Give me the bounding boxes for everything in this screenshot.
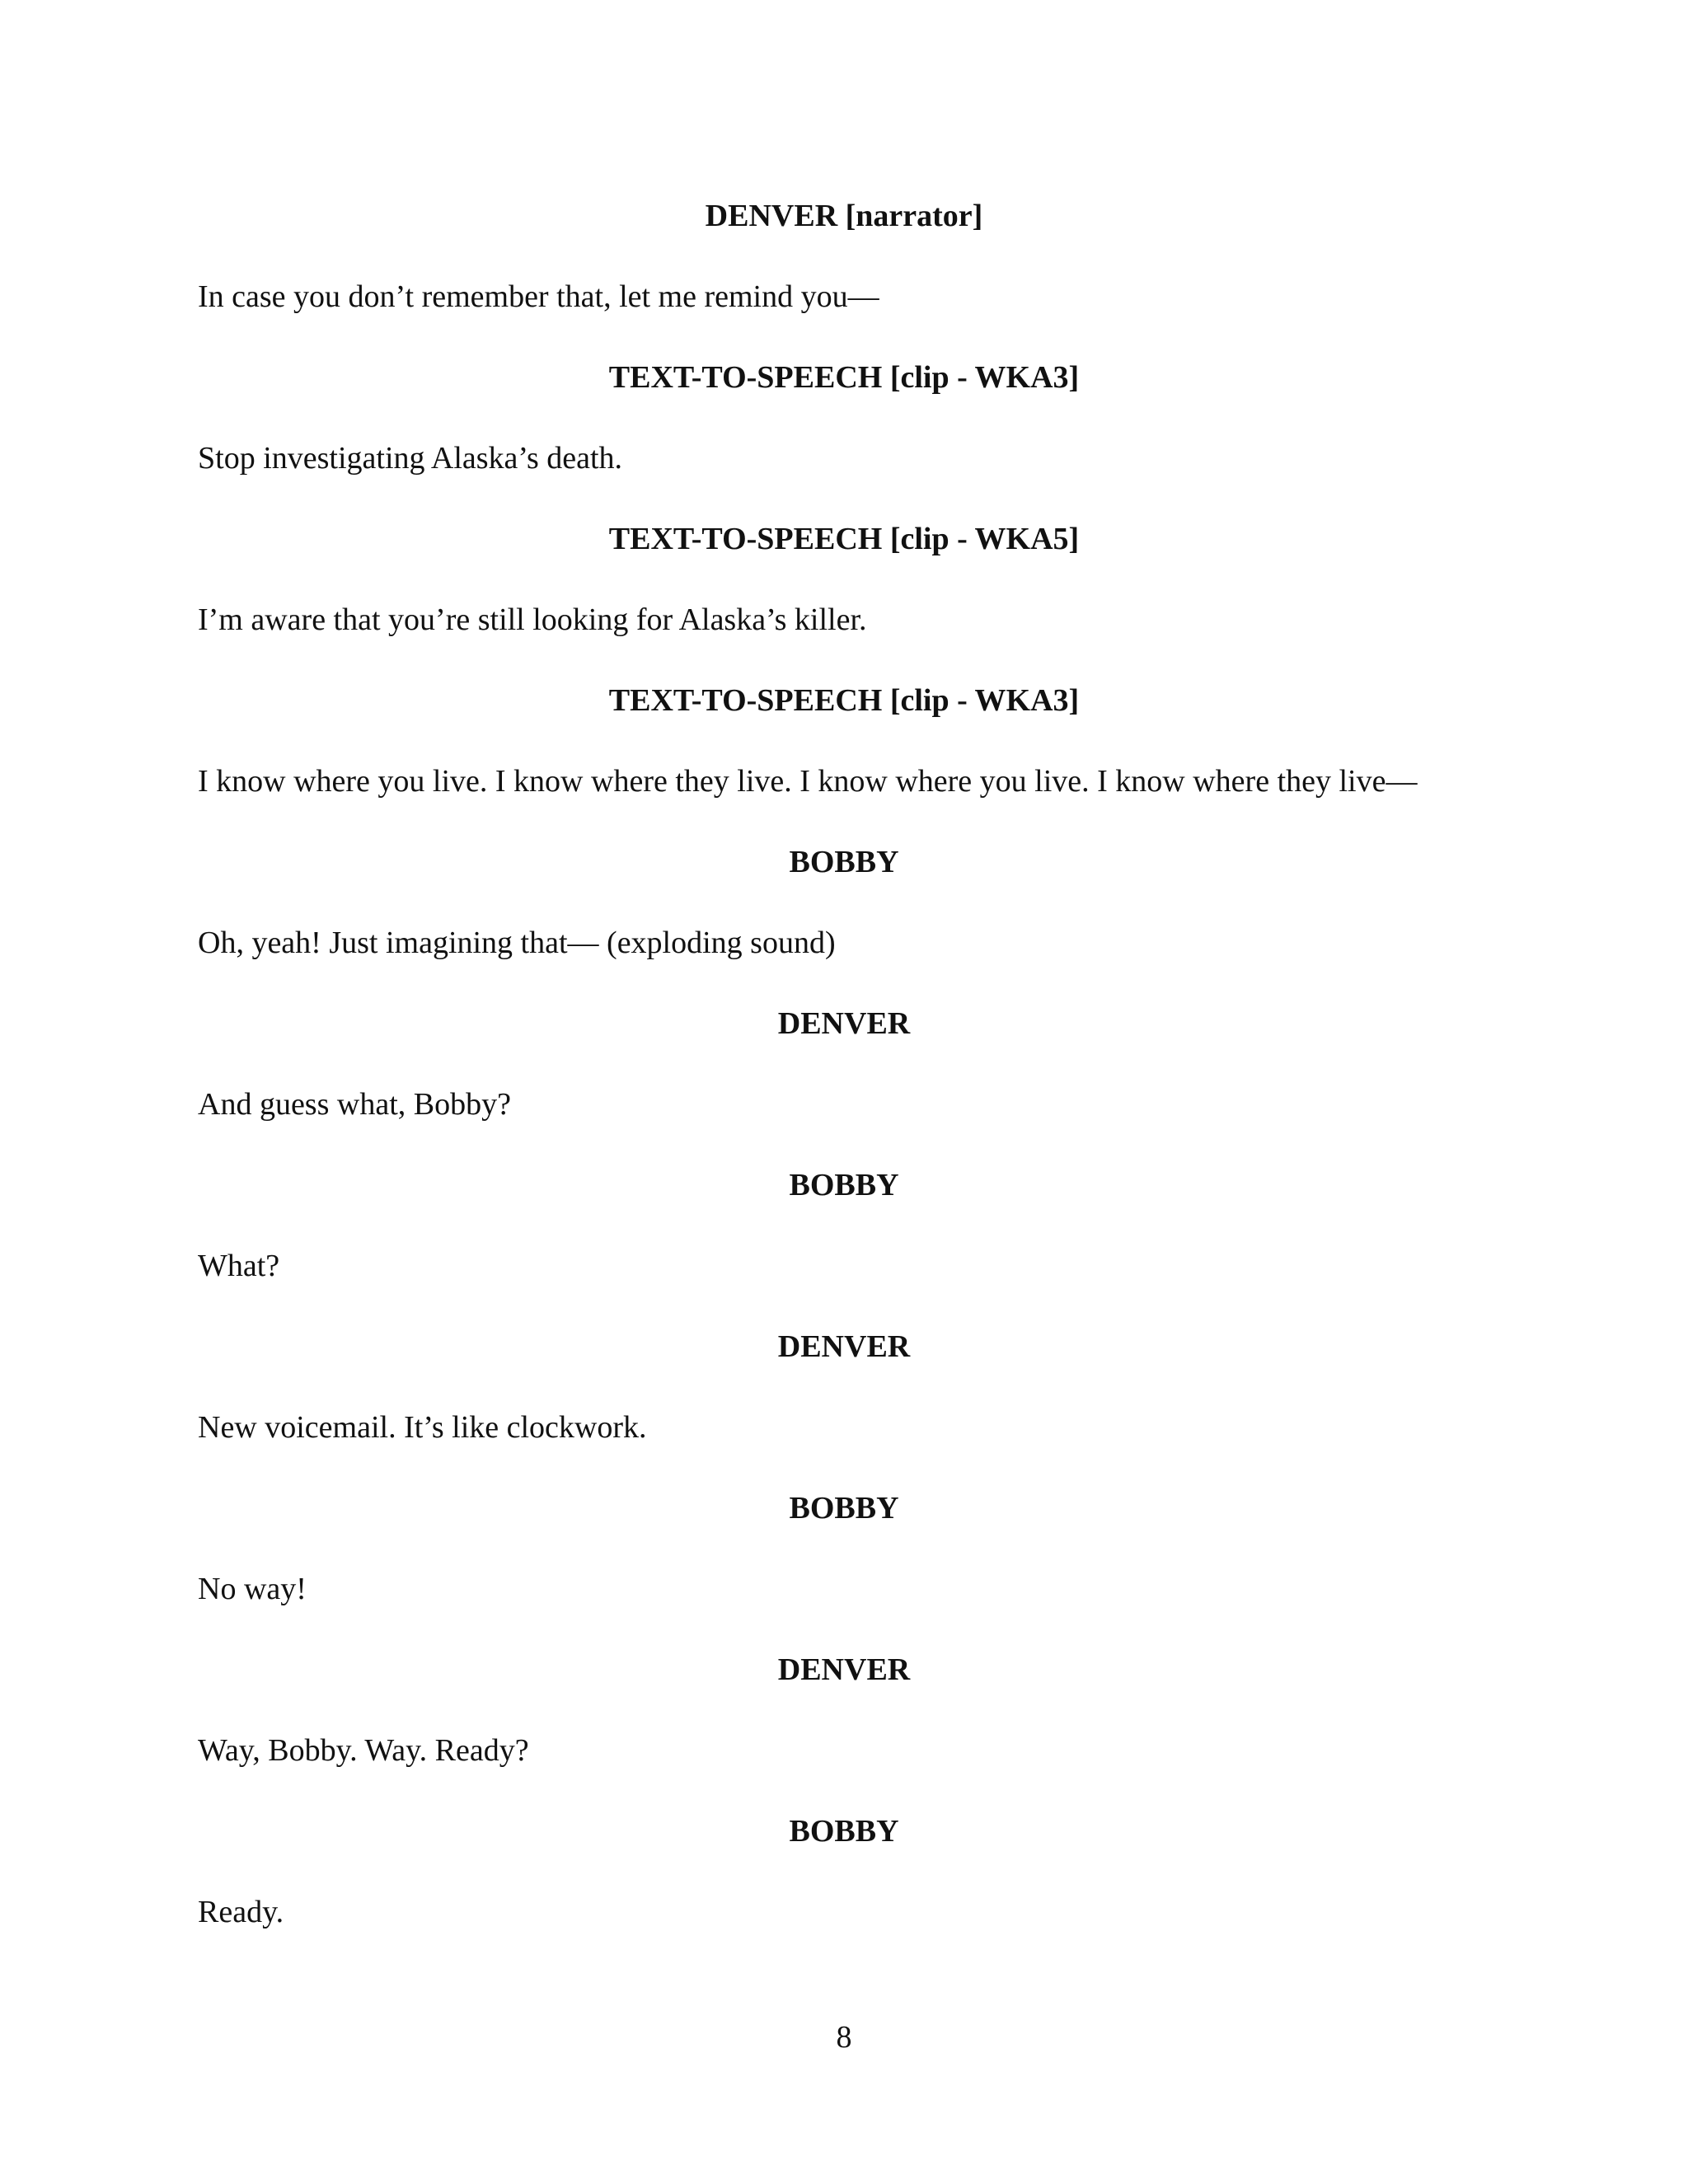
speaker-name: TEXT-TO-SPEECH [clip - WKA3] bbox=[608, 683, 1080, 718]
speaker-name: BOBBY bbox=[789, 845, 899, 879]
speaker-name: BOBBY bbox=[789, 1491, 899, 1526]
dialogue-line: In case you don’t remember that, let me remind you— bbox=[198, 279, 879, 314]
script-body bbox=[198, 198, 1490, 1975]
speaker-name: DENVER [narrator] bbox=[705, 199, 983, 233]
dialogue-line: Stop investigating Alaska’s death. bbox=[198, 441, 623, 476]
dialogue-line: Ready. bbox=[198, 1895, 284, 1929]
page-number: 8 bbox=[836, 2020, 852, 2055]
dialogue-line: I know where you live. I know where they live. I know where you live. I know where they live— bbox=[198, 764, 1418, 799]
speaker-name: TEXT-TO-SPEECH [clip - WKA5] bbox=[608, 522, 1080, 556]
dialogue-line: And guess what, Bobby? bbox=[198, 1087, 511, 1122]
speaker-name: DENVER bbox=[777, 1652, 911, 1687]
speaker-name: TEXT-TO-SPEECH [clip - WKA3] bbox=[608, 360, 1080, 395]
dialogue-line: No way! bbox=[198, 1572, 307, 1606]
dialogue-line: What? bbox=[198, 1249, 280, 1283]
dialogue-line: I’m aware that you’re still looking for Alaska’s killer. bbox=[198, 602, 867, 637]
dialogue-line: Way, Bobby. Way. Ready? bbox=[198, 1733, 529, 1768]
dialogue-line: Oh, yeah! Just imagining that— (exploding sound) bbox=[198, 926, 836, 960]
speaker-name: DENVER bbox=[777, 1329, 911, 1364]
dialogue-line: New voicemail. It’s like clockwork. bbox=[198, 1410, 647, 1445]
speaker-name: DENVER bbox=[777, 1006, 911, 1041]
speaker-name: BOBBY bbox=[789, 1168, 899, 1202]
speaker-name: BOBBY bbox=[789, 1814, 899, 1849]
